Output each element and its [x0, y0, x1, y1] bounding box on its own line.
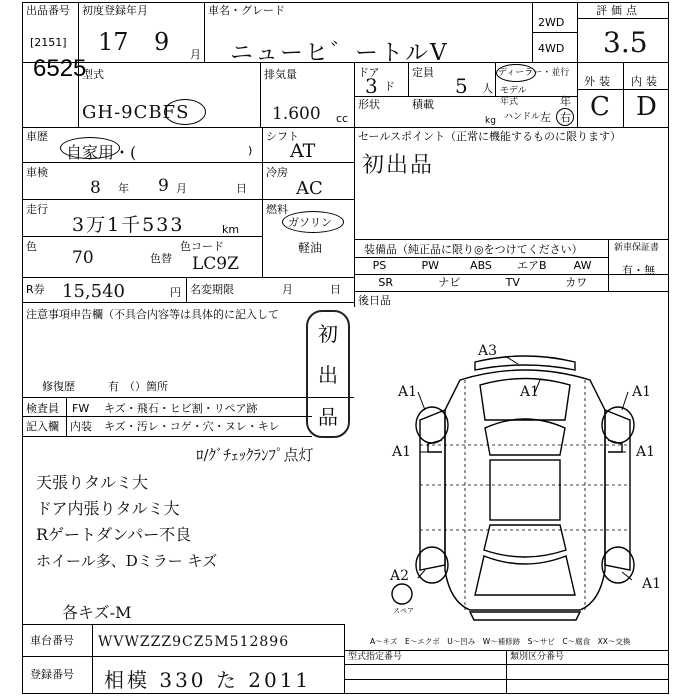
- equipment-item-: カワ: [565, 276, 588, 289]
- first-reg-month: 9: [154, 28, 170, 56]
- divider: [22, 656, 344, 657]
- damage-mark-a1: A1: [520, 384, 540, 400]
- notes-label: 注意事項申告欄（不具合内容等は具体的に記入して: [26, 308, 279, 321]
- warranty-value: 有・無: [622, 264, 655, 277]
- fuel-circle: [282, 211, 344, 233]
- equipment-item-tv: TV: [505, 276, 520, 289]
- inspection-month: 9: [158, 176, 169, 196]
- exterior-grade: C: [590, 92, 610, 122]
- model-label: 型式: [82, 68, 104, 81]
- fuel-gasoline: ガソリン: [288, 216, 332, 229]
- exterior-label: 外装: [584, 75, 614, 88]
- repair-value: 有: [108, 380, 119, 393]
- divider: [22, 277, 354, 278]
- first-reg-year: 17: [98, 28, 129, 56]
- stamp-char-2: 出: [318, 363, 338, 388]
- car-diagram: [380, 340, 670, 625]
- divider: [262, 127, 263, 277]
- insp-note-3: Rゲートダンパー不良: [36, 525, 192, 544]
- fuel-diesel: 軽油: [298, 241, 323, 255]
- divider: [66, 397, 67, 436]
- divider: [22, 302, 354, 303]
- shape-label: 形状: [358, 98, 380, 111]
- color-label: 色: [26, 240, 37, 253]
- recycle-label: R券: [26, 283, 45, 296]
- equipment-row-1: [354, 258, 608, 275]
- plate-value: 相模 330 た 2011: [104, 668, 312, 692]
- plate-label: 登録番号: [30, 668, 74, 681]
- divider: [186, 277, 187, 302]
- fw-items: キズ・飛石・ヒビ割・リペア跡: [104, 402, 258, 415]
- mileage-label: 走行: [26, 203, 48, 216]
- inspection-year-unit: 年: [118, 182, 129, 195]
- divider: [344, 624, 345, 694]
- divider: [354, 239, 669, 240]
- doors-label: ドア: [358, 66, 380, 79]
- inspector-label-top: 検査員: [26, 402, 59, 415]
- interior-insp-label: 内装: [70, 420, 92, 433]
- cooling-label: 冷房: [266, 166, 288, 179]
- divider: [577, 18, 669, 19]
- equipment-item-abs: ABS: [470, 259, 492, 272]
- damage-mark-a1: A1: [392, 444, 412, 460]
- inspection-month-unit: 月: [176, 182, 187, 195]
- damage-mark-a1: A1: [642, 576, 662, 592]
- kg-unit: kg: [485, 116, 496, 126]
- drive-4wd: 4WD: [538, 42, 565, 55]
- damage-mark-a1: A1: [398, 384, 418, 400]
- insp-note-2: ドア内張りタルミ大: [36, 499, 180, 518]
- load-label: 積載: [412, 98, 434, 111]
- equipment-item-ps: PS: [372, 259, 387, 272]
- first-listing-stamp: [306, 310, 350, 438]
- name-change-day: 日: [330, 283, 341, 296]
- divider: [204, 2, 205, 62]
- divider: [22, 624, 344, 625]
- car-name-label: 車名・グレード: [208, 4, 285, 17]
- capacity-value: 5: [455, 74, 468, 98]
- divider: [22, 127, 669, 128]
- capacity-label: 定員: [412, 66, 434, 79]
- stamp-char-3: 品: [318, 404, 338, 429]
- interior-insp-items: キズ・汚レ・コゲ・穴・ヌレ・キレ: [104, 420, 280, 433]
- divider: [608, 239, 609, 291]
- sales-point-value: 初出品: [362, 153, 435, 178]
- handle-circle: [556, 108, 574, 126]
- shift-value: AT: [290, 140, 316, 162]
- repair-suffix: （）箇所: [124, 380, 168, 393]
- divider: [495, 62, 496, 96]
- interior-label: 内装: [631, 75, 661, 88]
- equipment-item-: ナビ: [438, 276, 461, 289]
- divider: [354, 62, 355, 127]
- insp-note-1: 天張りタルミ大: [36, 473, 149, 492]
- month-unit: 月: [190, 48, 201, 61]
- dealer-circle: [496, 64, 536, 82]
- inspection-day-unit: 日: [236, 182, 247, 195]
- interior-grade: D: [636, 92, 657, 122]
- divider: [260, 62, 261, 127]
- lot-number: 6525: [33, 55, 87, 82]
- divider: [577, 2, 578, 127]
- divider: [623, 62, 624, 127]
- color-value: 70: [72, 248, 94, 268]
- divider: [532, 32, 577, 33]
- door-suffix: ド: [384, 80, 395, 93]
- mileage-unit: km: [222, 223, 240, 236]
- handle-label: ハンドル: [504, 112, 541, 122]
- color-tone-label: 色替: [150, 252, 172, 265]
- color-code: LC9Z: [192, 254, 239, 274]
- damage-legend: A～キズ E～エクボ U～凹み W～補修跡 S～サビ C～腐食 XX～交換: [370, 637, 631, 646]
- mileage-value: 3万1千533: [72, 214, 185, 236]
- equipment-item-aw: AW: [573, 259, 592, 272]
- equipment-item-sr: SR: [378, 276, 394, 289]
- after-label: 後日品: [358, 294, 391, 307]
- color-code-label: 色コード: [180, 240, 224, 253]
- recycle-unit: 円: [170, 286, 181, 299]
- damage-mark-a3: A3: [478, 343, 498, 359]
- divider: [354, 291, 669, 292]
- damage-mark-a1: A1: [632, 384, 652, 400]
- year-unit: 年: [560, 95, 571, 108]
- inspection-year: 8: [90, 178, 101, 198]
- cooling-value: AC: [296, 178, 323, 199]
- score-value: 3.5: [603, 26, 648, 59]
- divider: [22, 397, 354, 398]
- inspection-label: 車検: [26, 166, 48, 179]
- equipment-row-2: [354, 275, 608, 291]
- damage-mark-a1: A1: [636, 444, 656, 460]
- fw-label: FW: [72, 402, 90, 415]
- name-change-label: 名変期限: [190, 283, 234, 296]
- insp-note-top: ﾛ/ｸﾞﾁｪｯｸﾗﾝﾌﾟ点灯: [196, 446, 314, 464]
- person-unit: 人: [482, 82, 493, 95]
- score-label: 評価点: [596, 4, 641, 17]
- divider: [22, 436, 312, 437]
- divider: [22, 199, 354, 200]
- divider: [506, 650, 507, 694]
- handle-left: 左: [540, 111, 551, 124]
- spare-label: スペア: [393, 607, 414, 615]
- warranty-label: 新車保証書: [614, 243, 660, 253]
- usage-close: ): [248, 144, 253, 157]
- recycle-value: 15,540: [62, 281, 125, 302]
- lot-code: [2151]: [30, 36, 67, 49]
- equipment-item-b: エアB: [517, 259, 547, 272]
- inspector-label-bottom: 記入欄: [26, 420, 59, 433]
- divider: [408, 62, 409, 96]
- class-label: 類別区分番号: [510, 652, 565, 662]
- usage-label: 車歴: [26, 130, 48, 143]
- cc-unit: cc: [336, 112, 349, 125]
- sales-point-label: セールスポイント（正常に機能するものに限ります）: [358, 130, 622, 143]
- name-change-month: 月: [282, 283, 293, 296]
- fuel-label: 燃料: [266, 203, 288, 216]
- chassis-label: 車台番号: [30, 634, 74, 647]
- drive-2wd: 2WD: [538, 16, 565, 29]
- car-name: ニューヒ゛ートルV: [230, 40, 449, 66]
- insp-note-5: 各キズ-M: [62, 603, 132, 622]
- equipment-item-pw: PW: [421, 259, 439, 272]
- equipment-label: 装備品（純正品に限り◎をつけてください）: [364, 243, 583, 256]
- usage-circle: [60, 137, 120, 159]
- divider: [92, 624, 93, 694]
- displacement-value: 1.600: [272, 104, 321, 124]
- type-cert-label: 型式指定番号: [348, 652, 403, 662]
- damage-mark-a2: A2: [390, 568, 410, 584]
- lot-label: 出品番号: [26, 4, 70, 17]
- repair-label: 修復歴: [42, 380, 75, 393]
- model-circle: [164, 99, 206, 125]
- first-reg-label: 初度登録年月: [82, 4, 148, 17]
- stamp-char-1: 初: [318, 322, 338, 347]
- usage-value: 自家用・(: [66, 143, 137, 162]
- model-value: GH-9CBFS: [82, 102, 190, 123]
- displacement-label: 排気量: [264, 68, 297, 81]
- chassis-value: WVWZZZ9CZ5M512896: [98, 634, 290, 650]
- handle-right: 右: [560, 111, 571, 124]
- dealer-label: ディーラー・並行: [498, 68, 570, 78]
- shift-label: シフト: [266, 130, 299, 143]
- insp-note-4: ホイール多、Dミラー キズ: [36, 552, 218, 570]
- model-year-label: モデル年式: [500, 86, 527, 107]
- doors-value: 3: [365, 74, 378, 98]
